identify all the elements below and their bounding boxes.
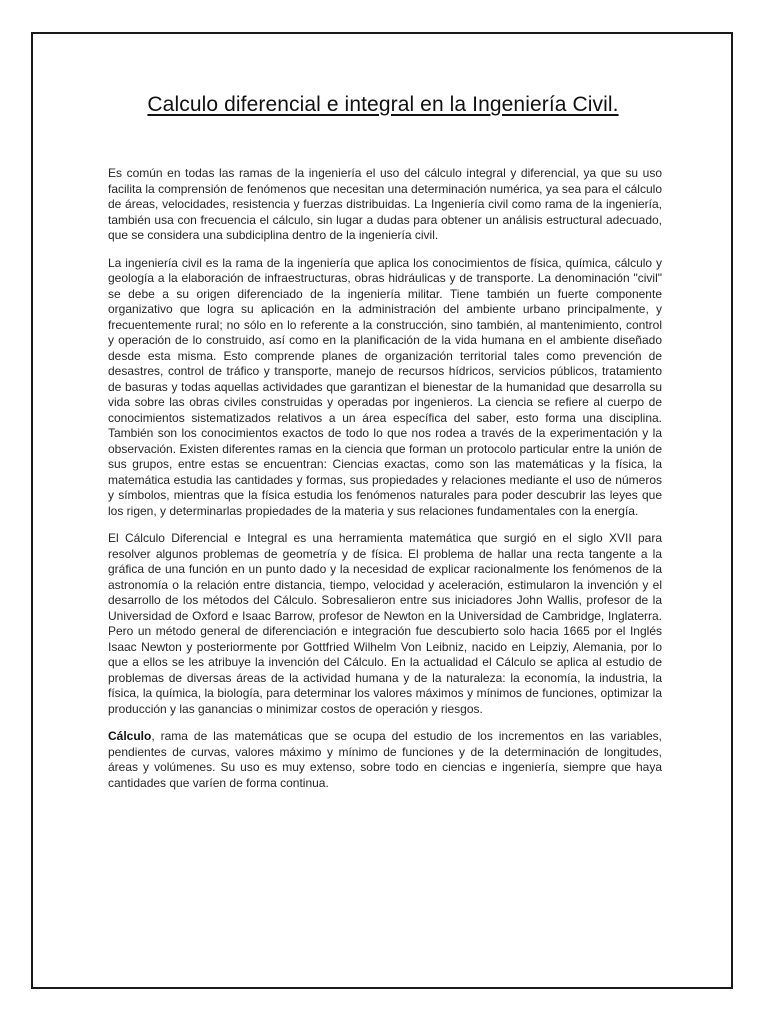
paragraph-civil-engineering: La ingeniería civil es la rama de la ingeniería que aplica los conocimientos de física, química, cálculo y geología a la elaboración de infraestructuras, obras hidráulicas y de transporte. La denominación "civil" se debe a su origen diferenciado de la ingeniería militar. Tiene también un fuerte componente organizativo que logra su aplicación en la administración del ambiente urbano principalmente, y frecuentemente rural; no sólo en lo referente a la construcción, sino también, al mantenimiento, control y operación de lo construido, así como en la planificación de la vida humana en el ambiente diseñado desde esta misma. Esto comprende planes de organización territorial tales como prevención de desastres, control de tráfico y transporte, manejo de recursos hídricos, servicios públicos, tratamiento de basuras y todas aquellas actividades que garantizan el bienestar de la humanidad que desarrolla su vida sobre las obras civiles construidas y operadas por ingenieros. La ciencia se refiere al cuerpo de conocimientos sistematizados relativos a un área específica del saber, esto forma una disciplina. También son los conocimientos exactos de todo lo que nos rodea a través de la experimentación y la observación. Existen diferentes ramas en la ciencia que forman un protocolo particular entre la unión de sus grupos, entre estas se encuentran: Ciencias exactas, como son las matemáticas y la física, la matemática estudia las cantidades y formas, sus propiedades y relaciones mediante el uso de números y símbolos, mientras que la física estudia los fenómenos naturales para poder descubrir las leyes que los rigen, y determinarlas propiedades de la materia y sus relaciones fundamentales con la energía.: [108, 255, 662, 518]
paragraph-intro: Es común en todas las ramas de la ingeniería el uso del cálculo integral y diferencial, ya que su uso facilita la comprensión de fenómenos que necesitan una determinación numérica, ya sea para el cálculo de áreas, velocidades, resistencia y fuerzas distribuidas. La Ingeniería civil como rama de la ingeniería, también usa con frecuencia el cálculo, sin lugar a dudas para obtener un análisis estructural adecuado, que se considera una subdiciplina dentro de la ingeniería civil.: [108, 166, 662, 242]
document-title: Calculo diferencial e integral en la Ingeniería Civil.: [147, 93, 619, 116]
document-page: [31, 32, 733, 989]
calculus-term: Cálculo: [108, 729, 152, 743]
paragraph-calculus-definition: [108, 729, 662, 791]
paragraph-calculus-history: El Cálculo Diferencial e Integral es una herramienta matemática que surgió en el siglo XVII para resolver algunos problemas de geometría y de física. El problema de hallar una recta tangente a la gráfica de una función en un punto dado y la necesidad de explicar racionalmente los fenómenos de la astronomía o la relación entre distancia, tiempo, velocidad y aceleración, estimularon la invención y el desarrollo de los métodos del Cálculo. Sobresalieron entre sus iniciadores John Wallis, profesor de la Universidad de Oxford e Isaac Barrow, profesor de Newton en la Universidad de Cambridge, Inglaterra. Pero un método general de diferenciación e integración fue descubierto solo hacia 1665 por el Inglés Isaac Newton y posteriormente por Gottfried Wilhelm Von Leibniz, nacido en Leipziy, Alemania, por lo que a ellos se les atribuye la invención del Cálculo. En la actualidad el Cálculo se aplica al estudio de problemas de diversas áreas de la actividad humana y de la naturaleza: la economía, la industria, la física, la química, la biología, para determinar los valores máximos y mínimos de funciones, optimizar la producción y las ganancias o minimizar costos de operación y riesgos.: [108, 531, 662, 716]
calculus-definition-text: , rama de las matemáticas que se ocupa del estudio de los incrementos en las variables, pendientes de curvas, valores máximo y mínimo de funciones y de la determinación de longitudes, áreas y volúmenes. Su uso es muy extenso, sobre todo en ciencias e ingeniería, siempre que haya cantidades que varíen de forma continua.: [108, 729, 662, 790]
document-body: [108, 166, 662, 803]
